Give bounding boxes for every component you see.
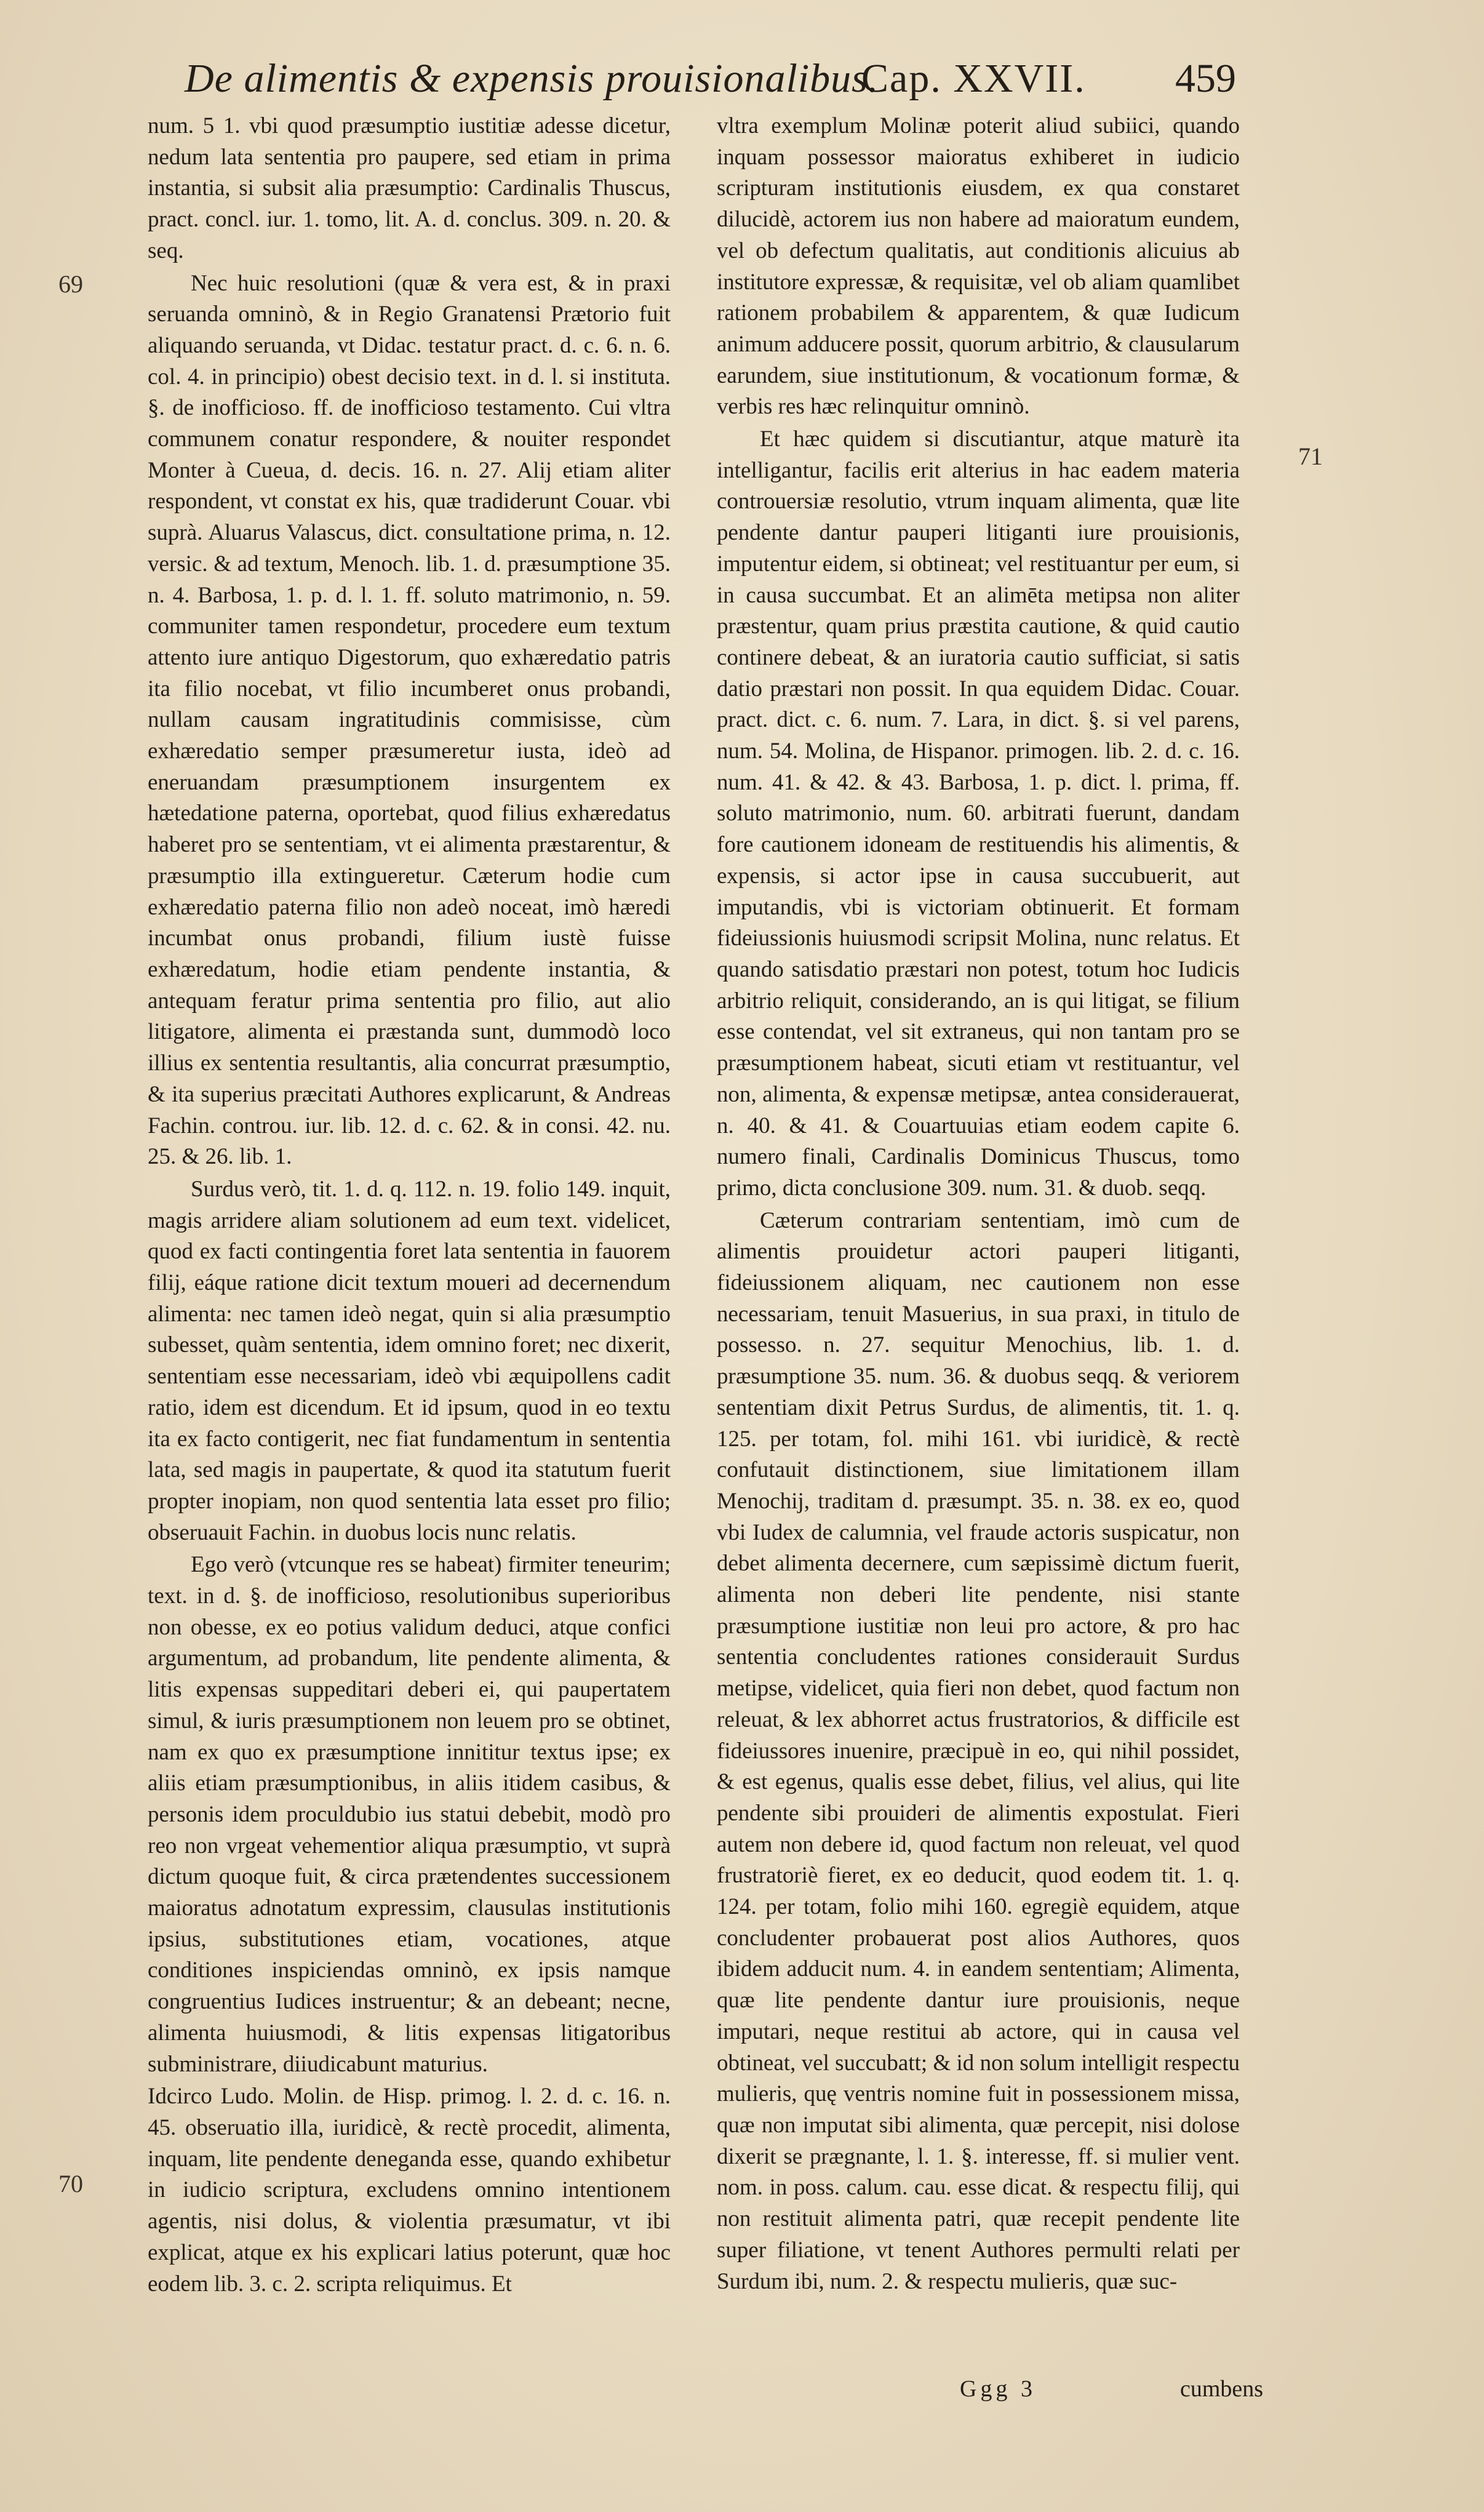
paragraph: Idcirco Ludo. Molin. de Hisp. primog. l. 2. d. c. 16. n. 45. obseruatio illa, iuridicè, & rectè procedit, alimenta, inquam, lite pendente deneganda esse, quando exhibetur in iudicio scriptura, excludens omnino intentionem agentis, nisi dolus, & violentia præsumatur, vt ibi explicat, atque ex his explicari latius poterunt, quæ hoc eodem lib. 3. c. 2. scripta reliquimus. Et — [148, 2084, 671, 2297]
left-text-column — [148, 111, 671, 2300]
running-title: De alimentis & expensis prouisionalibus. — [185, 56, 879, 101]
paragraph: num. 5 1. vbi quod præsumptio iustitiæ adesse dicetur, nedum lata sententia pro paupere, sed etiam in prima instantia, si subsit alia præsumptio: Cardinalis Thuscus, pract. concl. iur. 1. tomo, lit. A. d. conclus. 309. n. 20. & seq. — [148, 113, 671, 263]
signature-mark: Ggg 3 — [960, 2376, 1036, 2402]
right-text-column — [717, 111, 1240, 2297]
chapter-label: Cap. XXVII. — [861, 56, 1086, 101]
paragraph: Cæterum contrariam sententiam, imò cum de alimentis prouidetur actori pauperi litiganti, fideiussionem aliquam, nec cautionem non esse necessariam, tenuit Masuerius, in sua praxi, in titulo de possesso. n. 27. sequitur Menochius, lib. 1. d. præsumptione 35. num. 36. & duobus seqq. & veriorem sententiam dixit Petrus Surdus, de alimentis, tit. 1. q. 125. per totam, fol. mihi 161. vbi iuridicè, & rectè confutauit distinctionem, siue limitationem illam Menochij, traditam d. præsumpt. 35. n. 38. ex eo, quod vbi Iudex de calumnia, vel fraude actoris suspicatur, non debet alimenta decernere, cum sæpissimè dictum fuerit, alimenta non deberi lite pendente, nisi stante præsumptione iustitiæ non leui pro actore, & pro hac sententia concludentes rationes considerauit Surdus metipse, videlicet, quia fieri non debet, quod factum non releuat, & lex abhorret actus frustratorios, & difficile est fideiussores inuenire, præcipuè in eo, qui nihil possidet, & est egenus, qualis esse debet, filius, vel alius, qui lite pendente sibi prouideri de alimentis expostulat. Fieri autem non debere id, quod factum non releuat, vel quod frustratoriè fieret, ex eo deducit, quod eodem tit. 1. q. 124. per totam, folio mihi 160. egregiè equidem, atque concludenter probauerat post alios Authores, quos ibidem adducit num. 4. in eandem sententiam; Alimenta, quæ lite pendente dantur iure prouisionis, neque imputari, neque restitui ab actore, qui in causa vel obtineat, vel succubatt; & id non solum intelligit respectu mulieris, quę ventris nomine fuit in possessionem missa, quæ non imputat sibi alimenta, quæ percepit, nisi dolose dixerit se prægnante, l. 1. §. interesse, ff. si mulier vent. nom. in poss. calum. cau. esse dicat. & respectu filij, qui non restituit alimenta patri, quæ recepit pendente lite super filiatione, vt tenent Authores permulti relati per Surdum ibi, num. 2. & respectu mulieris, quæ suc- — [717, 1207, 1240, 2294]
paragraph: vltra exemplum Molinæ poterit aliud subiici, quando inquam possessor maioratus exhiberet in iudicio scripturam institutionis eiusdem, ex qua constaret dilucidè, actorem ius non habere ad maioratum eundem, vel ob defectum qualitatis, aut conditionis alicuius ab institutore expressæ, & requisitæ, vel ob aliam quamlibet rationem probabilem & apparentem, & quæ Iudicum animum adducere possit, quorum arbitrio, & clausularum earundem, siue institutionum, & vocationum formæ, & verbis res hæc relinquitur omninò. — [717, 113, 1240, 420]
catchword: cumbens — [1180, 2376, 1264, 2402]
paragraph: Nec huic resolutioni (quæ & vera est, & in praxi seruanda omninò, & in Regio Granatensi Prætorio fuit aliquando seruanda, vt Didac. testatur pract. d. c. 6. n. 6. col. 4. in principio) obest decisio text. in d. l. si instituta. §. de inofficioso. ff. de inofficioso testamento. Cui vltra communem conatur respondere, & nouiter respondet Monter à Cueua, d. decis. 16. n. 27. Alij etiam aliter respondent, vt constat ex his, quæ tradiderunt Couar. vbi suprà. Aluarus Valascus, dict. consultatione prima, n. 12. versic. & ad textum, Menoch. lib. 1. d. præsumptione 35. n. 4. Barbosa, 1. p. d. l. 1. ff. soluto matrimonio, n. 59. communiter tamen respondetur, procedere eum textum attento iure antiquo Digestorum, quo exhæredatio patris ita filio nocebat, vt filio incumberet onus probandi, nullam causam ingratitudinis commisisse, cùm exhæredatio semper præsumeretur iusta, ideò ad eneruandam præsumptionem insurgentem ex hætedatione paterna, oportebat, quod filius exhæredatus haberet pro se sententiam, vt ei alimenta præstarentur, & præsumptio illa extingueretur. Cæterum hodie cum exhæredatio paterna filio non adeò noceat, imò hæredi incumbat onus probandi, filium iustè fuisse exhæredatum, hodie etiam pendente instantia, & antequam feratur prima sententia pro filio, aut alio litigatore, alimenta ei præstanda sunt, dummodò loco illius ex sententia resultantis, alia concurrat præsumptio, & ita superius præcitati Authores explicarunt, & Andreas Fachin. controu. iur. lib. 12. d. c. 62. & in consi. 42. nu. 25. & 26. lib. 1. — [148, 270, 671, 1170]
paragraph: Ego verò (vtcunque res se habeat) firmiter teneurim; text. in d. §. de inofficioso, resolutionibus superioribus non obesse, ex eo potius validum deduci, atque confici argumentum, ad probandum, lite pendente alimenta, & litis expensas suppeditari deberi ei, qui paupertatem simul, & iuris præsumptionem non leuem pro se obtinet, nam ex quo ex præsumptione innititur textus ipse; ex aliis etiam præsumptionibus, in aliis itidem casibus, & personis idem proculdubio ius statui debebit, modò pro reo non vrgeat vehementior aliqua præsumptio, vt suprà dictum quoque fuit, & circa prætendentes successionem maioratus adnotatum expressim, clausulas institutionis ipsius, substitutiones etiam, vocationes, atque conditiones inspiciendas omninò, ex ipsis namque congruentius Iudices instruentur; & an debeant; necne, alimenta huiusmodi, & litis expensas litigatoribus subministrare, diiudicabunt maturius. — [148, 1552, 671, 2077]
running-header — [178, 43, 1286, 111]
paragraph: Et hæc quidem si discutiantur, atque maturè ita intelligantur, facilis erit alterius in hac eadem materia controuersiæ resolutio, vtrum inquam alimenta, quæ lite pendente dantur pauperi litiganti iure prouisionis, imputentur eidem, si obtineat; vel restituantur per eum, si in causa succumbat. Et an alimēta metipsa non aliter præstentur, quam prius præstita cautione, & quid cautio continere debeat, & an iuratoria cautio sufficiat, si satis datio præstari non possit. In qua equidem Didac. Couar. pract. dict. c. 6. num. 7. Lara, in dict. §. si vel parens, num. 54. Molina, de Hispanor. primogen. lib. 2. d. c. 16. num. 41. & 42. & 43. Barbosa, 1. p. dict. l. prima, ff. soluto matrimonio, num. 60. arbitrati fuerunt, dandam fore cautionem idoneam de restituendis his alimentis, & expensis, si actor ipse in causa succubuerit, aut imputandis, vbi is victoriam obtinuerit. Et formam fideiussionis huiusmodi scripsit Molina, nunc relatus. Et quando satisdatio præstari non potest, totum hoc Iudicis arbitrio reliquit, considerando, an is qui litigat, se filium esse contendat, vel sit extraneus, qui non tantam pro se præsumptionem habeat, sicuti etiam vt restituantur, vel non, alimenta, & expensæ metipsæ, antea considerauerat, n. 40. & 41. & Couartuuias etiam eodem capite 6. numero finali, Cardinalis Dominicus Thuscus, tomo primo, dicta conclusione 309. num. 31. & duob. seqq. — [717, 426, 1240, 1201]
paragraph: Surdus verò, tit. 1. d. q. 112. n. 19. folio 149. inquit, magis arridere aliam solutionem ad eum text. videlicet, quod ex facti contingentia foret lata sententia in fauorem filij, eáque ratione dicit textum moueri ad decernendum alimenta: nec tamen ideò negat, quin si alia præsumptio subesset, quàm sententia, idem omnino foret; nec dixerit, sententiam esse necessariam, ideò vbi æquipollens cadit ratio, idem est dicendum. Et id ipsum, quod in eo textu ita ex facto contigerit, nec fiat fundamentum in sententia lata, sed magis in paupertate, & quod ita statutum fuerit propter inopiam, non quod sententia lata esset pro filio; obseruauit Fachin. in duobus locis nunc relatis. — [148, 1176, 671, 1545]
margin-number-71: 71 — [1298, 442, 1323, 470]
page-number: 459 — [1175, 56, 1236, 101]
margin-number-70: 70 — [58, 2170, 83, 2198]
page-footer — [960, 2375, 1304, 2443]
margin-number-69: 69 — [58, 270, 83, 298]
